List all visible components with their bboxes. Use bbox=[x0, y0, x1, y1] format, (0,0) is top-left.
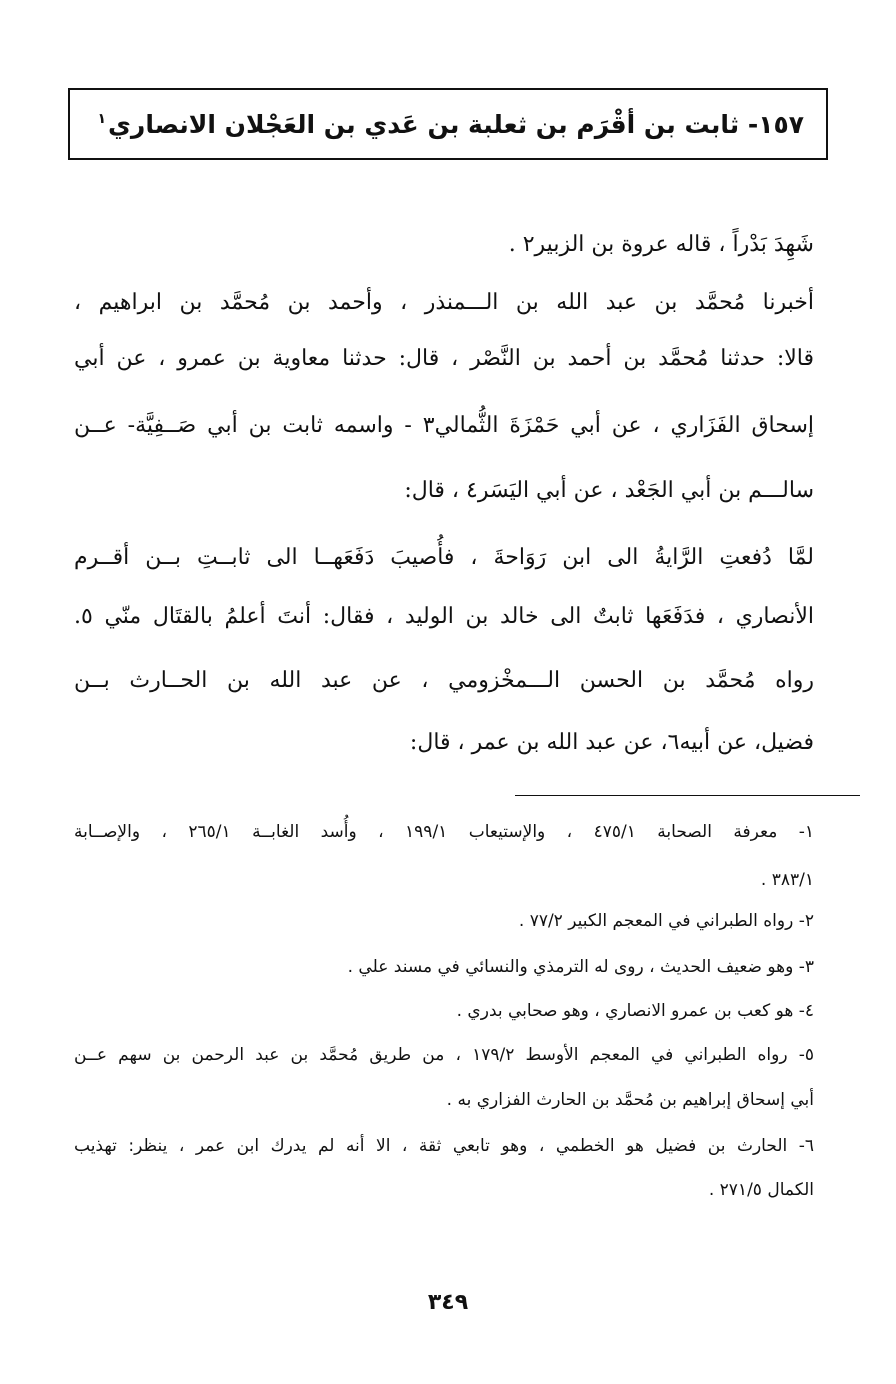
page-number: ٣٤٩ bbox=[427, 1290, 469, 1315]
title-footnote-marker: ١ bbox=[97, 111, 107, 128]
body-line-9: فضيل، عن أبيه٦، عن عبد الله بن عمر ، قال: bbox=[409, 730, 814, 755]
entry-title-box bbox=[68, 88, 828, 160]
body-line-5: سالـــم بن أبي الجَعْد ، عن أبي اليَسَر٤ ، قال: bbox=[404, 478, 814, 503]
footnote-line-5: ٤- هو كعب بن عمرو الانصاري ، وهو صحابي بدري . bbox=[456, 1001, 814, 1021]
footnote-line-6: ٥- رواه الطبراني في المعجم الأوسط ١٧٩/٢ ، من طريق مُحمَّد بن عبد الرحمن بن سهم عــن bbox=[74, 1045, 814, 1065]
entry-title bbox=[97, 110, 804, 139]
body-line-2: أخبرنا مُحمَّد بن عبد الله بن الـــمنذر ، وأحمد بن مُحمَّد بن ابراهيم ، bbox=[74, 290, 814, 315]
footnote-line-1: ١- معرفة الصحابة ٤٧٥/١ ، والإستيعاب ١٩٩/١ ، وأُسد الغابــة ٢٦٥/١ ، والإصــابة bbox=[74, 822, 815, 842]
footnote-line-8: ٦- الحارث بن فضيل هو الخطمي ، وهو تابعي ثقة ، الا أنه لم يدرك ابن عمر ، ينظر: تهذيب bbox=[74, 1136, 814, 1156]
body-line-6: لمَّا دُفعتِ الرَّايةُ الى ابن رَوَاحةَ ، فأُصيبَ دَفَعَهــا الى ثابــتِ بــن أقــرم bbox=[74, 545, 814, 570]
body-line-3: قالا: حدثنا مُحمَّد بن أحمد بن النَّصْر ، قال: حدثنا معاوية بن عمرو ، عن أبي bbox=[74, 346, 814, 371]
footnote-separator bbox=[515, 795, 860, 796]
body-line-7: الأنصاري ، فدَفَعَها ثابتٌ الى خالد بن الوليد ، فقال: أنتَ أعلمُ بالقتَال منّي ٥. bbox=[74, 604, 814, 629]
entry-title-text: ١٥٧- ثابت بن أقْرَم بن ثعلبة بن عَدي بن العَجْلان الانصاري bbox=[108, 109, 804, 139]
footnote-line-3: ٢- رواه الطبراني في المعجم الكبير ٧٧/٢ . bbox=[518, 911, 814, 931]
body-line-8: رواه مُحمَّد بن الحسن الـــمخْزومي ، عن عبد الله بن الحــارث بــن bbox=[74, 668, 814, 693]
footnote-line-2: ٣٨٣/١ . bbox=[760, 870, 814, 890]
body-line-4: إسحاق الفَزَاري ، عن أبي حَمْزَةَ الثُّمالي٣ - واسمه ثابت بن أبي صَــفِيَّة- عــن bbox=[74, 413, 814, 438]
body-line-1: شَهِدَ بَدْراً ، قاله عروة بن الزبير٢ . bbox=[508, 232, 814, 257]
footnote-line-9: الكمال ٢٧١/٥ . bbox=[708, 1180, 814, 1200]
footnote-line-4: ٣- وهو ضعيف الحديث ، روى له الترمذي والنسائي في مسند علي . bbox=[347, 957, 814, 977]
footnote-line-7: أبي إسحاق إبراهيم بن مُحمَّد بن الحارث الفزاري به . bbox=[446, 1090, 814, 1110]
